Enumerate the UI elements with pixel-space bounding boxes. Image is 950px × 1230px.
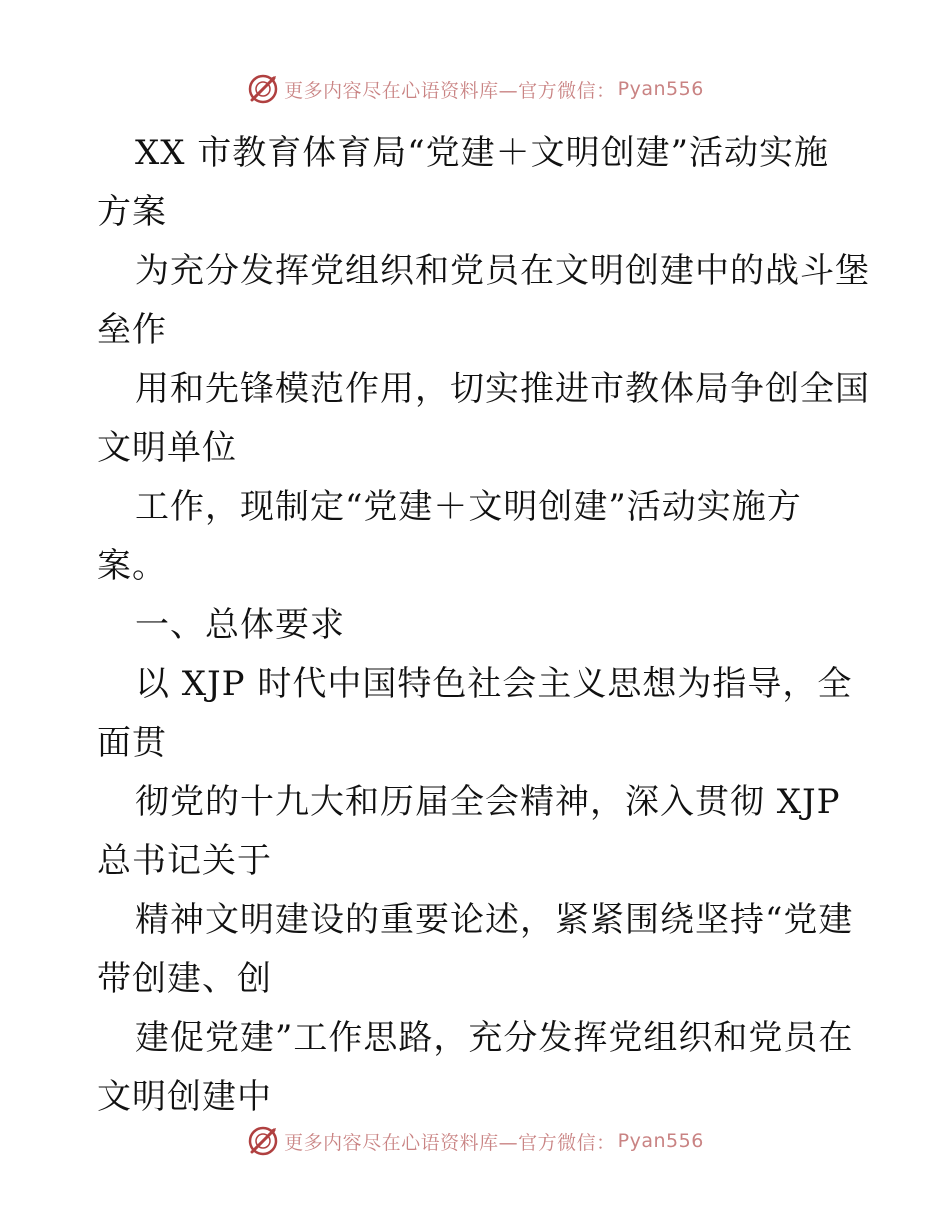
paragraph-line: 文明创建中 — [97, 1077, 272, 1117]
section-heading: 一、总体要求 — [135, 605, 345, 645]
document-title-line-1: XX 市教育体育局“党建＋文明创建”活动实施 — [135, 133, 829, 173]
paragraph-line: 案。 — [97, 546, 167, 586]
paragraph-line: 以 XJP 时代中国特色社会主义思想为指导，全 — [135, 664, 853, 704]
watermark-text: 更多内容尽在心语资料库—官方微信： — [284, 1131, 616, 1154]
brush-logo-icon — [246, 72, 280, 106]
document-body — [97, 124, 870, 1127]
paragraph-line: 工作，现制定“党建＋文明创建”活动实施方 — [135, 487, 802, 527]
paragraph-line: 面贯 — [97, 723, 167, 763]
paragraph-line: 彻党的十九大和历届全会精神，深入贯彻 XJP — [135, 782, 841, 822]
watermark-text: 更多内容尽在心语资料库—官方微信： — [284, 79, 616, 102]
watermark-id: Pyan556 — [617, 78, 704, 100]
brush-logo-icon — [246, 1124, 280, 1158]
paragraph-line: 用和先锋模范作用，切实推进市教体局争创全国 — [135, 369, 870, 409]
paragraph-line: 垒作 — [97, 310, 167, 350]
footer-watermark — [0, 1124, 950, 1158]
watermark-id: Pyan556 — [617, 1130, 704, 1152]
paragraph-line: 总书记关于 — [97, 841, 272, 881]
document-title-line-2: 方案 — [97, 192, 167, 232]
paragraph-line: 为充分发挥党组织和党员在文明创建中的战斗堡 — [135, 251, 870, 291]
paragraph-line: 带创建、创 — [97, 959, 272, 999]
paragraph-line: 精神文明建设的重要论述，紧紧围绕坚持“党建 — [135, 900, 854, 940]
paragraph-line: 文明单位 — [97, 428, 237, 468]
header-watermark — [0, 72, 950, 106]
paragraph-line: 建促党建”工作思路，充分发挥党组织和党员在 — [135, 1018, 854, 1058]
